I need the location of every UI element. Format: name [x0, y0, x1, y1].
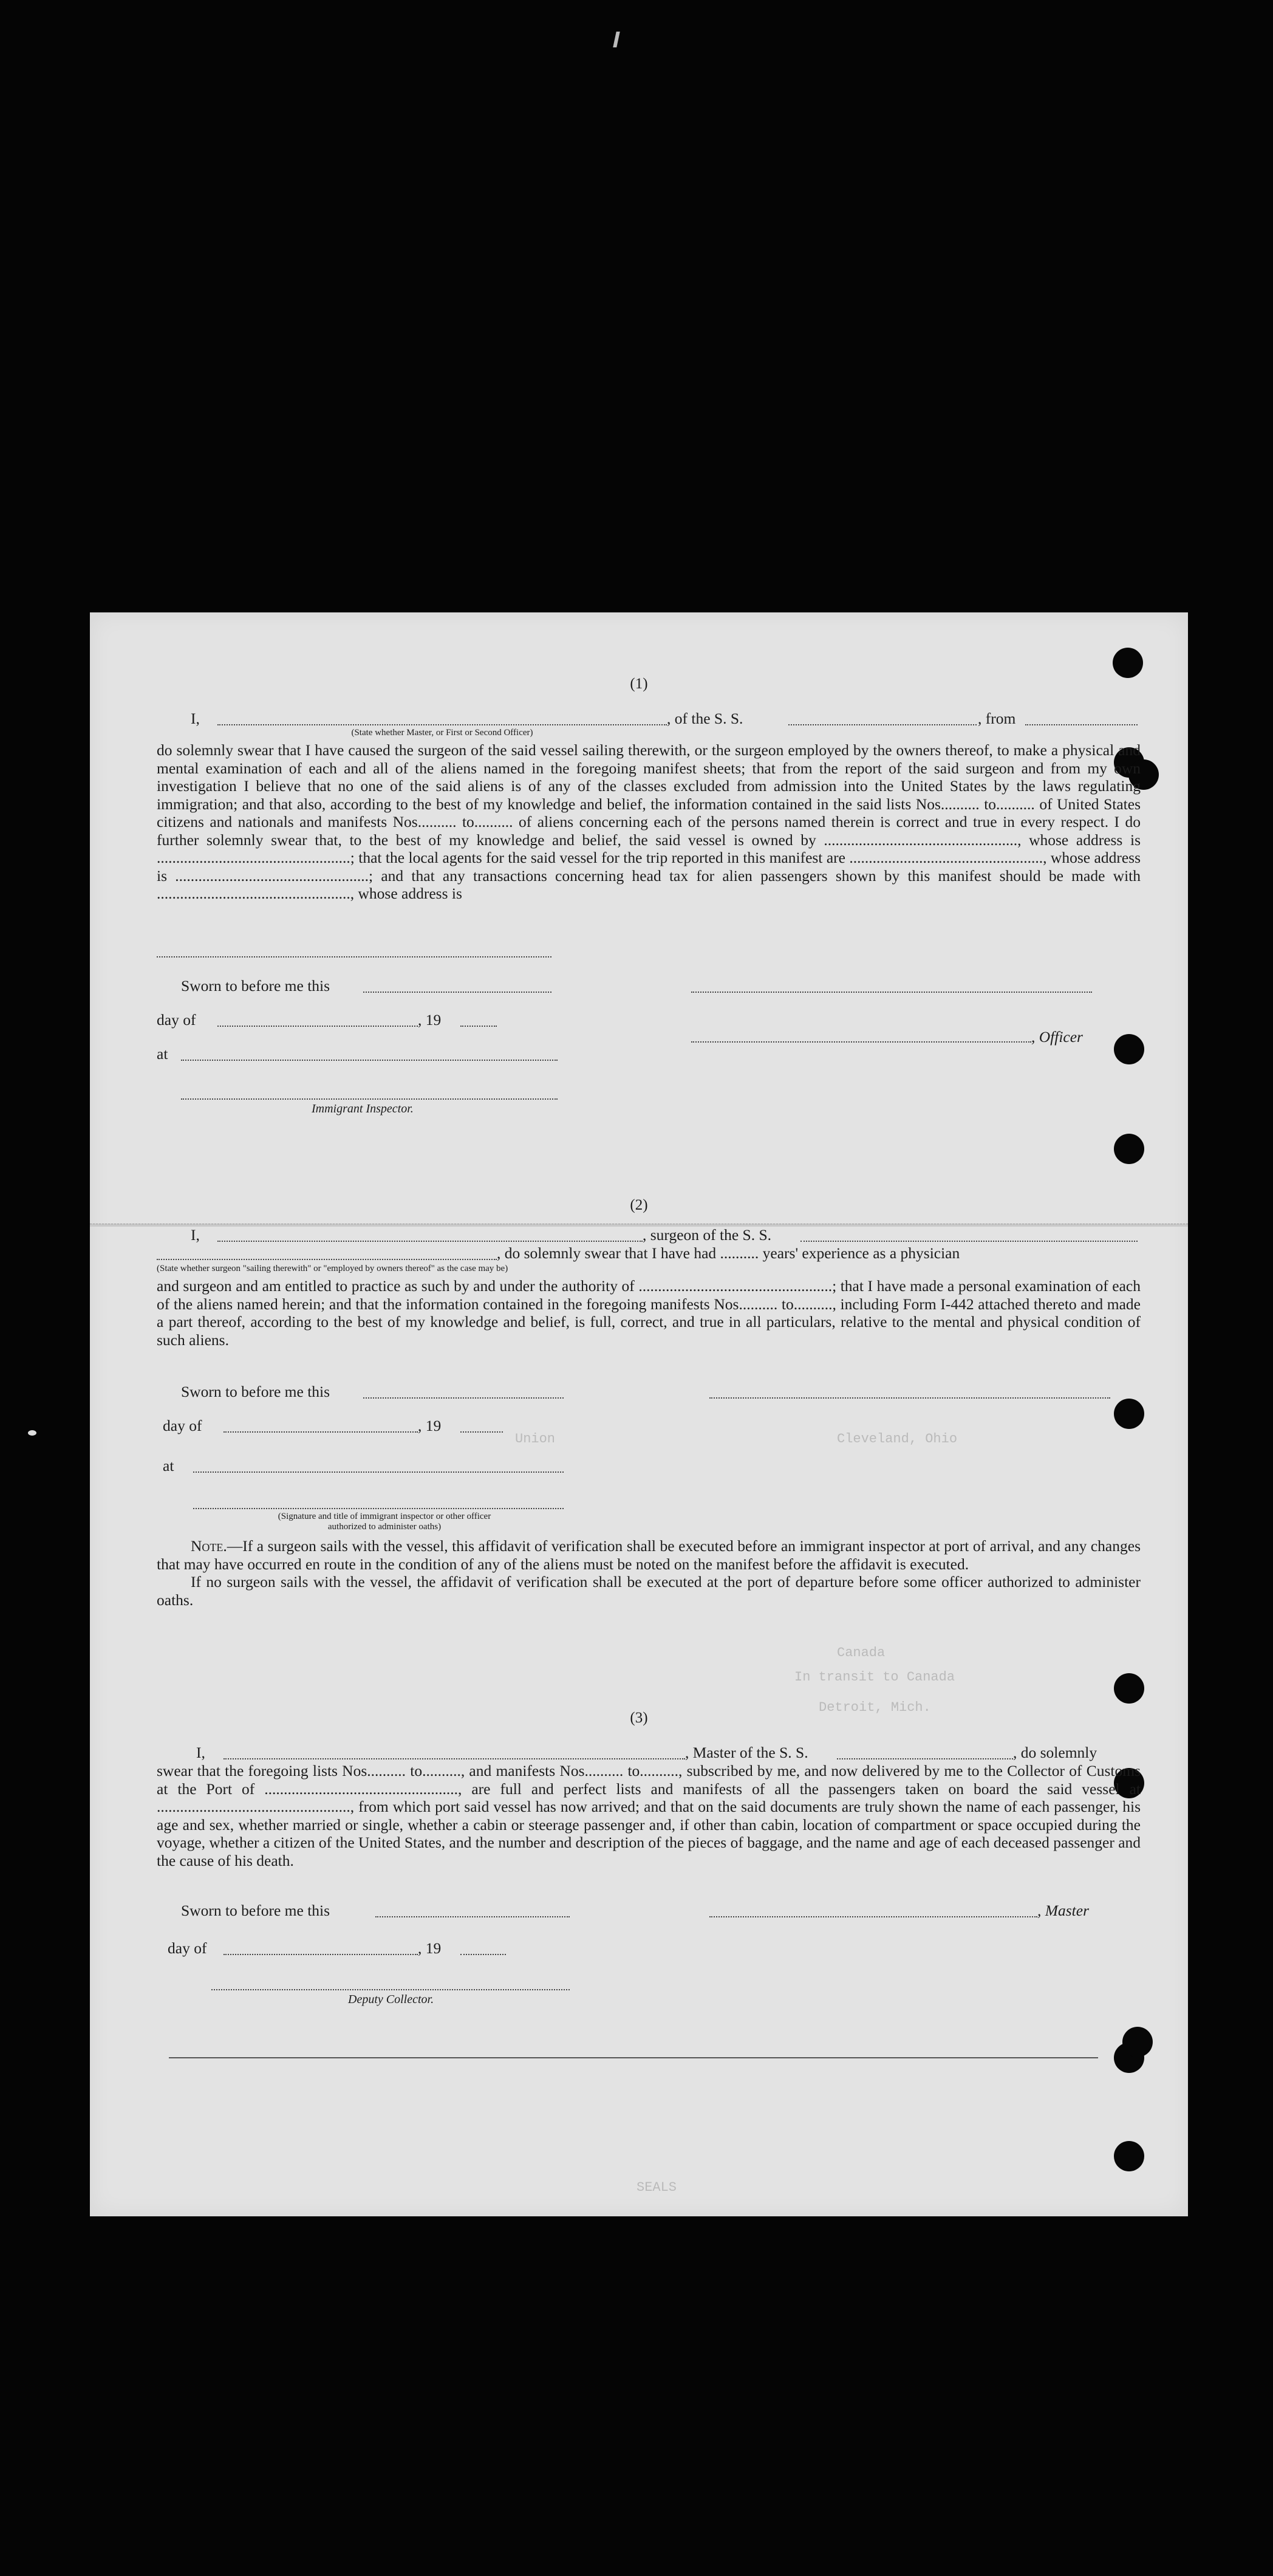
s3-do-solemnly: , do solemnly: [1013, 1744, 1097, 1761]
s1-i: I,: [191, 710, 200, 727]
bleed-text: In transit to Canada: [794, 1670, 955, 1685]
from-port-line[interactable]: [1025, 724, 1138, 725]
section-2-oath: and surgeon and am entitled to practice as such by and under the authority of ..................................................; that I have made a personal examination of each of the aliens named herein; and that the information contained in the foregoing manifests Nos.......... to.........., including Form I-442 attached thereto and made a part thereof, according to the best of my knowledge and belief, is full, correct, and true in all particulars, relative to the mental and physical condition of such aliens.: [157, 1277, 1141, 1349]
s1-officer: , Officer: [1031, 1028, 1083, 1046]
punch-hole: [1114, 2141, 1144, 2171]
bleed-text: Detroit, Mich.: [819, 1700, 931, 1715]
s3-year-line[interactable]: [460, 1954, 506, 1955]
punch-hole: [1114, 1134, 1144, 1164]
s3-signature-line[interactable]: [709, 1916, 1037, 1917]
s1-from: , from: [978, 710, 1016, 727]
punch-hole: [1113, 648, 1143, 678]
s2-day-of: day of: [163, 1417, 202, 1434]
s1-at-line[interactable]: [181, 1060, 558, 1061]
s1-inspector: Immigrant Inspector.: [312, 1102, 414, 1115]
punch-hole: [1114, 1034, 1144, 1064]
s2-sworn: Sworn to before me this: [181, 1383, 330, 1400]
s1-of-ss: , of the S. S.: [667, 710, 743, 727]
s3-vessel-line[interactable]: [837, 1758, 1013, 1759]
page-fold: [90, 1224, 1188, 1227]
master-name-line[interactable]: [224, 1758, 685, 1759]
surgeon-type-line[interactable]: [157, 1259, 497, 1260]
s3-deputy: Deputy Collector.: [348, 1993, 434, 2006]
note-text: —If a surgeon sails with the vessel, this affidavit of verification shall be executed before an immigrant inspector at port of arrival, and any changes that may have occurred en route in the condition of any of the aliens must be noted on the manifest before the affidavit is executed.: [157, 1537, 1141, 1573]
s3-day-of: day of: [168, 1939, 207, 1957]
section-1-oath: do solemnly swear that I have caused the surgeon of the said vessel sailing therewith, or the surgeon employed by the owners thereof, to make a physical and mental examination of each and all of the aliens named in the foregoing manifest sheets; that from the report of the said surgeon and from my own investigation I believe that no one of the said aliens is of any of the classes excluded from admission into the United States by the laws regulating immigration; and that also, according to the best of my knowledge and belief, the information contained in the said lists Nos.......... to.......... of United States citizens and nationals and manifests Nos.......... to.......... of aliens concerning each of the persons named therein is correct and true in every respect. I do further solemnly swear that, to the best of my knowledge and belief, the said vessel is owned by .................................................., whose address is ..................................................; that the local agents for the said vessel for the trip reported in this manifest are .................................................., whose address is ..................................................; and that any transactions concerning head tax for alien passengers shown by this manifest should be made with .................................................., whose address is: [157, 741, 1141, 902]
bleed-text: Cleveland, Ohio: [837, 1431, 958, 1447]
section-1-number: (1): [630, 676, 648, 692]
s1-sworn-line[interactable]: [363, 992, 551, 993]
s1-inspector-line[interactable]: [181, 1098, 558, 1100]
s2-note-2: If no surgeon sails with the vessel, the affidavit of verification shall be executed at the port of departure before some officer authorized to administer oaths.: [157, 1573, 1141, 1609]
s2-surgeon-of: , surgeon of the S. S.: [643, 1226, 772, 1244]
s3-i: I,: [196, 1744, 205, 1761]
s1-day-line[interactable]: [217, 1026, 418, 1027]
s3-year: , 19: [418, 1939, 442, 1957]
bleed-text: SEALS: [636, 2180, 677, 2195]
s3-day-line[interactable]: [224, 1954, 418, 1955]
s3-sworn: Sworn to before me this: [181, 1902, 330, 1919]
vessel-name-line[interactable]: [788, 724, 977, 725]
s3-sworn-line[interactable]: [375, 1916, 570, 1917]
scan-speck: [28, 1430, 36, 1436]
s2-vessel-line[interactable]: [800, 1241, 1138, 1242]
surgeon-caption: (State whether surgeon "sailing therewith" or "employed by owners thereof" as the case may be): [157, 1264, 508, 1273]
agent-address-line[interactable]: [157, 956, 551, 957]
s2-inspector-line[interactable]: [193, 1508, 564, 1509]
s2-day-line[interactable]: [224, 1431, 418, 1433]
s2-signature-caption: (Signature and title of immigrant inspector or other officer authorized to administer oaths): [278, 1512, 491, 1532]
officer-name-line[interactable]: [217, 724, 667, 725]
s3-master-of: , Master of the S. S.: [685, 1744, 808, 1761]
s2-year-line[interactable]: [460, 1431, 503, 1433]
section-3-number: (3): [630, 1710, 648, 1726]
s2-at-line[interactable]: [193, 1471, 564, 1473]
punch-hole: [1114, 1673, 1144, 1704]
s2-i: I,: [191, 1226, 200, 1244]
s3-master: , Master: [1037, 1902, 1089, 1919]
s1-signature-line[interactable]: [691, 992, 1092, 993]
bleed-text: Canada: [837, 1645, 886, 1660]
s1-officer-line[interactable]: [691, 1041, 1031, 1043]
scan-mark: [613, 32, 620, 47]
s3-deputy-line[interactable]: [211, 1989, 570, 1990]
s1-year: , 19: [418, 1011, 442, 1029]
s2-year: , 19: [418, 1417, 442, 1434]
officer-caption: (State whether Master, or First or Second Officer): [351, 728, 533, 738]
bleed-text: Union: [515, 1431, 556, 1447]
s2-note-1: [157, 1537, 1141, 1573]
surgeon-name-line[interactable]: [217, 1241, 643, 1242]
bottom-rule: [169, 2057, 1098, 2058]
s1-day-of: day of: [157, 1011, 196, 1029]
section-3-oath: swear that the foregoing lists Nos.......... to.........., and manifests Nos.......... to.........., subscribed by me, and now delivered by me to the Collector of Customs at the Port of .................................................., are full and perfect lists and manifests of all the passengers taken on board the said vessel at .................................................., from which port said vessel has now arrived; and that on the said documents are truly shown the name of each passenger, his age and sex, whether married or single, whether a cabin or steerage passenger and, if other than cabin, location of compartment or space occupied during the voyage, whether a citizen of the United States, and the number and description of the pieces of baggage, and the name and age of each deceased passenger and the cause of his death.: [157, 1762, 1141, 1869]
s2-at: at: [163, 1457, 174, 1475]
s2-line2: , do solemnly swear that I have had .......... years' experience as a physician: [497, 1244, 960, 1262]
s1-year-line[interactable]: [460, 1026, 497, 1027]
s1-at: at: [157, 1045, 168, 1063]
note-label: Note.: [191, 1537, 227, 1555]
s2-sworn-line[interactable]: [363, 1397, 564, 1399]
manifest-verification-page: [90, 612, 1188, 2216]
section-2-number: (2): [630, 1197, 648, 1213]
s2-signature-line[interactable]: [709, 1397, 1110, 1399]
punch-hole: [1114, 1399, 1144, 1429]
s1-sworn: Sworn to before me this: [181, 977, 330, 995]
punch-hole: [1122, 2027, 1153, 2057]
